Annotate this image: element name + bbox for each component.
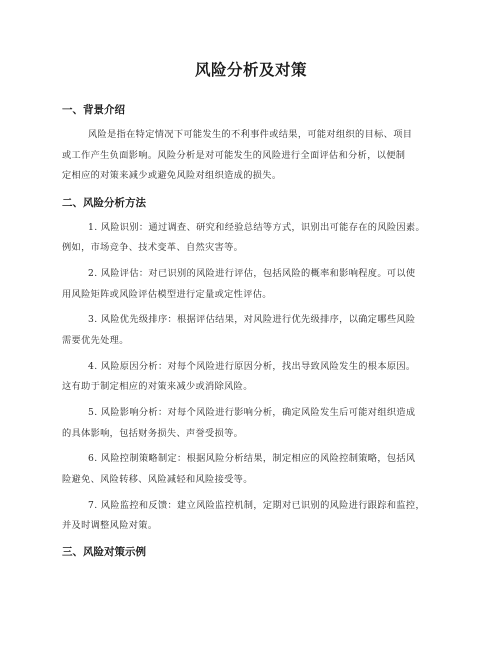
list-item-line: 用风险矩阵或风险评估模型进行定量或定性评估。: [62, 289, 272, 300]
list-item-line: 5. 风险影响分析：对每个风险进行影响分析，确定风险发生后可能对组织造成: [88, 407, 416, 418]
page-title: 风险分析及对策: [194, 61, 307, 79]
list-item-line: 6. 风险控制策略制定：根据风险分析结果，制定相应的风险控制策略，包括风: [88, 453, 416, 464]
list-item-line: 并及时调整风险对策。: [62, 520, 158, 531]
paragraph-line: 定相应的对策来减少或避免风险对组织造成的损失。: [62, 170, 282, 181]
list-item-line: 例如，市场竞争、技术变革、自然灾害等。: [62, 242, 244, 253]
list-item-line: 的具体影响，包括财务损失、声誉受损等。: [62, 428, 244, 439]
list-item-line: 4. 风险原因分析：对每个风险进行原因分析，找出导致风险发生的根本原因。: [88, 361, 416, 372]
section-heading-methods: 二、风险分析方法: [62, 197, 146, 209]
list-item-line: 需要优先处理。: [62, 335, 129, 346]
list-item-line: 1. 风险识别：通过调查、研究和经验总结等方式，识别出可能存在的风险因素。: [88, 222, 426, 233]
list-item-line: 这有助于制定相应的对策来减少或消除风险。: [62, 381, 253, 392]
list-item-line: 2. 风险评估：对已识别的风险进行评估，包括风险的概率和影响程度。可以使: [88, 268, 416, 279]
section-heading-background: 一、背景介绍: [62, 104, 125, 116]
list-item-line: 险避免、风险转移、风险减轻和风险接受等。: [62, 474, 253, 485]
paragraph-line: 或工作产生负面影响。风险分析是对可能发生的风险进行全面评估和分析，以便制: [62, 150, 406, 161]
section-heading-examples: 三、风险对策示例: [62, 546, 146, 558]
list-item-line: 7. 风险监控和反馈：建立风险监控机制，定期对已识别的风险进行跟踪和监控，: [88, 500, 426, 511]
list-item-line: 3. 风险优先级排序：根据评估结果，对风险进行优先级排序，以确定哪些风险: [88, 314, 416, 325]
paragraph-line: 风险是指在特定情况下可能发生的不利事件或结果，可能对组织的目标、项目: [88, 129, 413, 140]
